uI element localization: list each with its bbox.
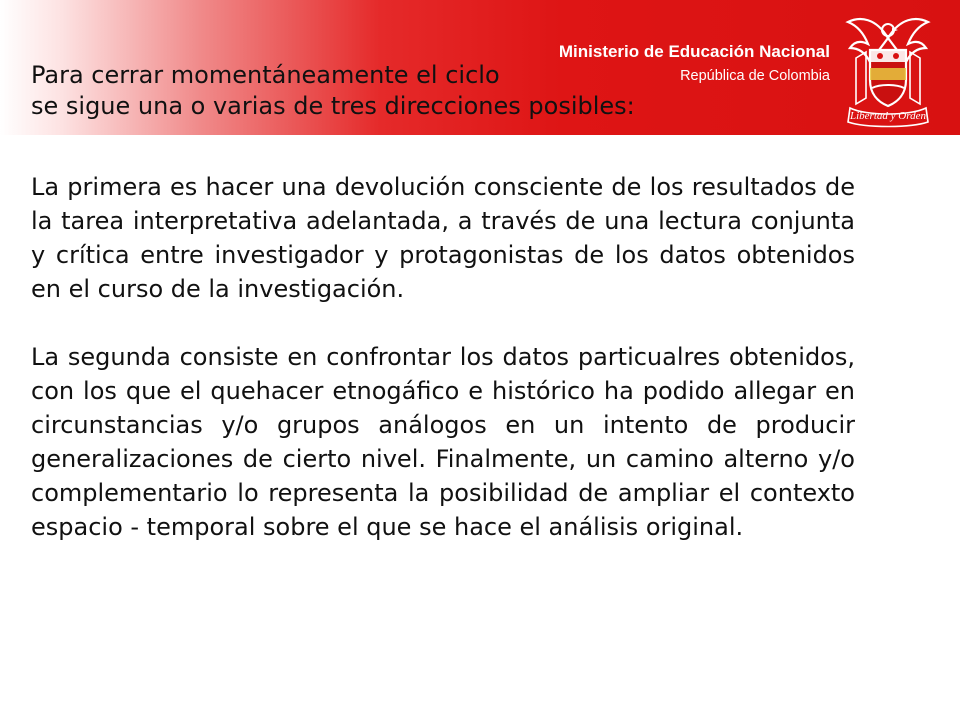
slide-body	[31, 170, 855, 544]
title-line-2: se sigue una o varias de tres direcciones posibles:	[31, 92, 635, 120]
title-line-1: Para cerrar momentáneamente el ciclo	[31, 61, 500, 89]
slide-title	[31, 60, 791, 122]
paragraph-second-direction: La segunda consiste en confrontar los datos particualres obtenidos, con los que el quehacer etnogáfico e histórico ha podido allegar en circunstancias y/o grupos análogos en un intento de producir generalizaciones de cierto nivel. Finalmente, un camino alterno y/o complementario lo representa la posibilidad de ampliar el contexto espacio - temporal sobre el que se hace el análisis original.	[31, 343, 855, 541]
seal-motto: Libertad y Orden	[850, 110, 926, 122]
ministry-name: Ministerio de Educación Nacional	[558, 42, 830, 61]
country-name: República de Colombia	[680, 68, 830, 84]
paragraph-first-direction: La primera es hacer una devolución consciente de los resultados de la tarea interpretativa adelantada, a través de una lectura conjunta y crítica entre investigador y protagonistas de los datos obtenidos en el curso de la investigación.	[31, 173, 855, 303]
